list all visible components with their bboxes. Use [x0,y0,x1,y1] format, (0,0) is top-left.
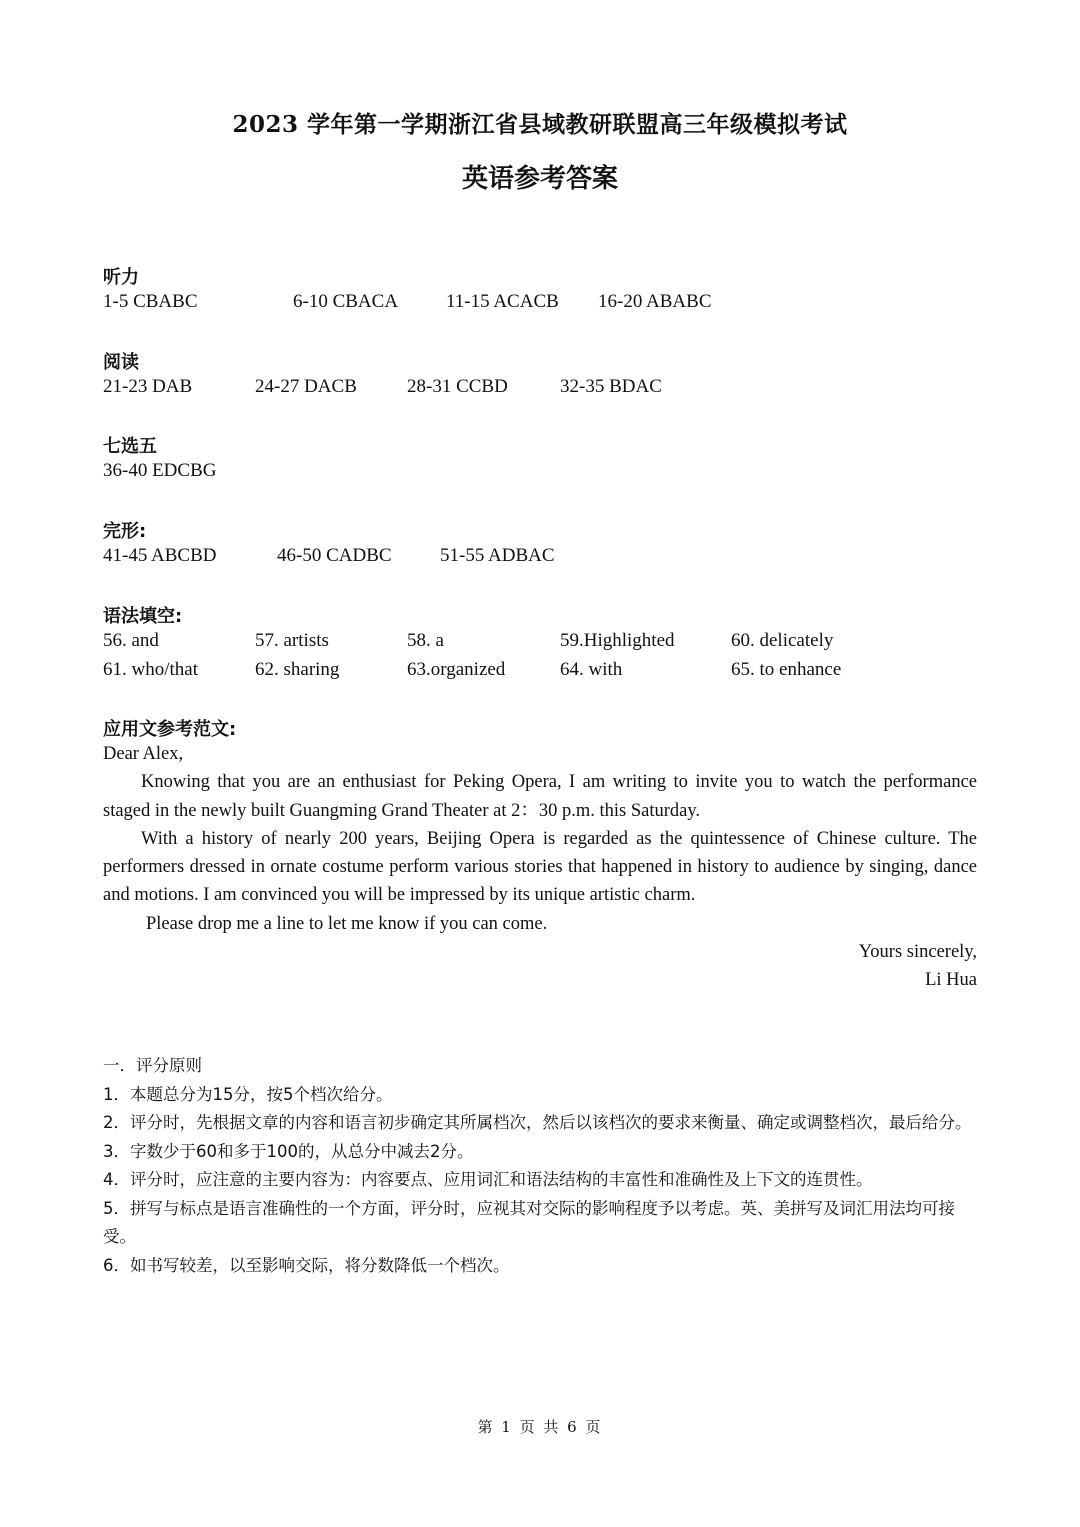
answer-grammar-58: 58. a [407,630,444,651]
answer-cloze-2: 46-50 CADBC [277,545,392,566]
scoring-item: 6．如书写较差，以至影响交际，将分数降低一个档次。 [103,1255,510,1275]
answer-listening-4: 16-20 ABABC [598,291,712,312]
scoring-heading: 一．评分原则 [103,1056,202,1075]
answer-reading-2: 24-27 DACB [255,376,357,397]
answer-grammar-65: 65. to enhance [731,659,842,680]
letter-signature: Li Hua [925,970,977,991]
scoring-item: 4．评分时，应注意的主要内容为：内容要点、应用词汇和语法结构的丰富性和准确性及上下文的连贯性。 [103,1170,873,1189]
letter-paragraph-2: With a history of nearly 200 years, Beijing Opera is regarded as the quintessence of Chinese culture. The performers dressed in ornate costume perform various stories that happened in history to audience by singing, dance and motions. I am convinced you will be impressed by its unique artistic charm. [103,828,977,906]
answer-grammar-57: 57. artists [255,630,329,651]
letter-greeting: Dear Alex, [103,744,184,764]
answer-grammar-61: 61. who/that [103,659,198,680]
exam-title: 2023 学年第一学期浙江省县域教研联盟高三年级模拟考试 [232,111,848,138]
scoring-principles [103,1052,983,1280]
section-label-writing: 应用文参考范文: [103,719,237,740]
section-label-listening: 听力 [103,267,139,288]
section-label-seven-five: 七选五 [103,436,157,457]
section-label-cloze: 完形: [103,521,147,542]
answer-listening-2: 6-10 CBACA [293,291,399,312]
answer-grammar-56: 56. and [103,630,159,651]
answer-cloze-1: 41-45 ABCBD [103,545,217,566]
answer-listening-1: 1-5 CBABC [103,291,198,312]
letter-paragraph-3: Please drop me a line to let me know if you can come. [146,913,548,934]
answer-key-title: 英语参考答案 [461,164,618,194]
scoring-item: 5．拼写与标点是语言准确性的一个方面，评分时，应视其对交际的影响程度予以考虑。英、美拼写及词汇用法均可接受。 [103,1198,955,1246]
answer-grammar-59: 59.Highlighted [560,630,675,651]
answer-grammar-62: 62. sharing [255,659,340,680]
section-label-reading: 阅读 [103,352,139,373]
answer-grammar-63: 63.organized [407,659,506,680]
answer-seven-five-1: 36-40 EDCBG [103,460,217,481]
letter-paragraph-1: Knowing that you are an enthusiast for Peking Opera, I am writing to invite you to watch the performance staged in the newly built Guangming Grand Theater at 2：30 p.m. this Saturday. [103,772,977,821]
answer-grammar-64: 64. with [560,659,623,680]
answer-reading-1: 21-23 DAB [103,376,193,397]
answer-reading-4: 32-35 BDAC [560,376,662,397]
letter-closing: Yours sincerely, [858,942,977,963]
section-label-grammar: 语法填空: [103,606,183,627]
answer-cloze-3: 51-55 ADBAC [440,545,555,566]
answer-grammar-60: 60. delicately [731,630,834,651]
scoring-item: 3．字数少于60和多于100的，从总分中减去2分。 [103,1141,474,1161]
scoring-item: 2．评分时，先根据文章的内容和语言初步确定其所属档次，然后以该档次的要求来衡量、确定或调整档次，最后给分。 [103,1113,972,1132]
answer-listening-3: 11-15 ACACB [446,291,559,312]
page-number: 第 1 页 共 6 页 [477,1418,603,1436]
answer-reading-3: 28-31 CCBD [407,376,508,397]
sample-letter [103,740,977,995]
scoring-item: 1．本题总分为15分，按5个档次给分。 [103,1084,393,1104]
